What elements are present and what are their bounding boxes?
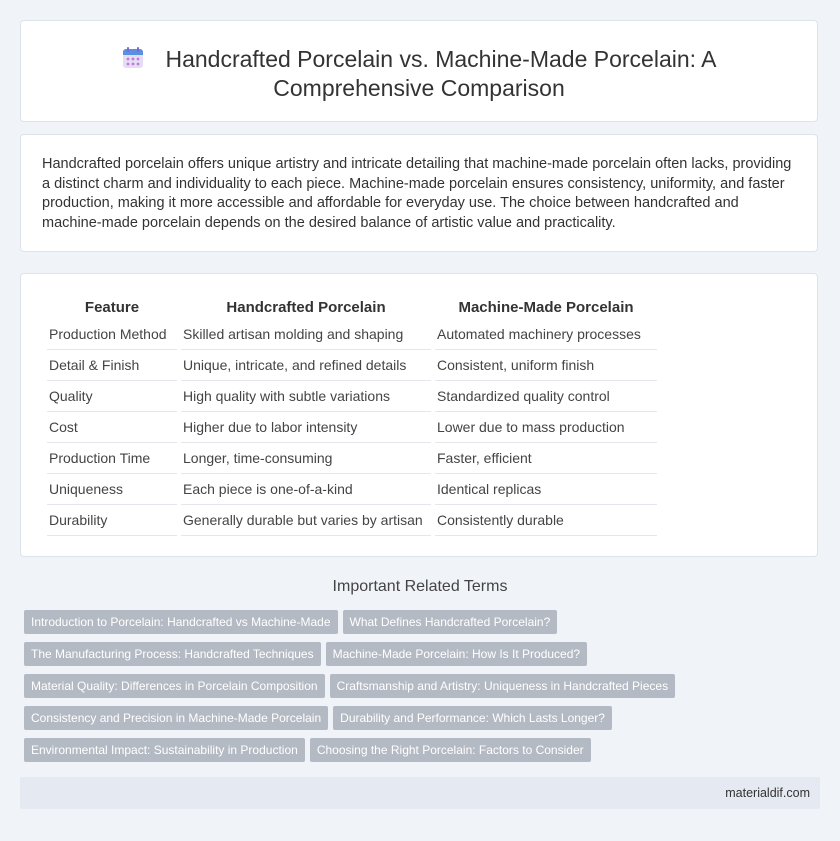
- related-term-tag[interactable]: Consistency and Precision in Machine-Made Porcelain: [24, 706, 328, 730]
- tag-row: [24, 706, 624, 738]
- header-handcrafted: Handcrafted Porcelain: [226, 299, 386, 316]
- related-term-tag[interactable]: Introduction to Porcelain: Handcrafted vs Machine-Made: [24, 610, 338, 634]
- handcrafted-cell: Longer, time-consuming: [181, 443, 431, 474]
- related-term-tag[interactable]: Machine-Made Porcelain: How Is It Produced?: [326, 642, 587, 666]
- related-term-tag[interactable]: Durability and Performance: Which Lasts Longer?: [333, 706, 612, 730]
- intro-paragraph: Handcrafted porcelain offers unique artistry and intricate detailing that machine-made porcelain often lacks, providing a distinct charm and individuality to each piece. Machine-made porcelain ensures consistency, uniformity, and faster production, making it more accessible and affordable for everyday use. The choice between handcrafted and machine-made porcelain depends on the desired balance of artistic value and practicality.: [42, 156, 792, 231]
- feature-cell: Uniqueness: [47, 474, 177, 505]
- comparison-card: [20, 273, 818, 557]
- feature-cell: Detail & Finish: [47, 350, 177, 381]
- tag-row: [24, 610, 624, 642]
- related-term-tag[interactable]: Material Quality: Differences in Porcelain Composition: [24, 674, 325, 698]
- related-term-tag[interactable]: Choosing the Right Porcelain: Factors to Consider: [310, 738, 591, 762]
- table-row: [47, 443, 657, 474]
- tag-row: [24, 738, 624, 770]
- table-row: [47, 505, 657, 536]
- machine-made-cell: Identical replicas: [435, 474, 657, 505]
- feature-cell: Production Time: [47, 443, 177, 474]
- machine-made-cell: Consistently durable: [435, 505, 657, 536]
- table-row: [47, 350, 657, 381]
- tag-row: [24, 674, 669, 706]
- header-machine-made: Machine-Made Porcelain: [458, 299, 634, 316]
- machine-made-cell: Automated machinery processes: [435, 319, 657, 350]
- related-term-tag[interactable]: Craftsmanship and Artistry: Uniqueness in Handcrafted Pieces: [330, 674, 676, 698]
- table-row: [47, 381, 657, 412]
- related-terms-list: [24, 610, 669, 770]
- handcrafted-cell: High quality with subtle variations: [181, 381, 431, 412]
- handcrafted-cell: Generally durable but varies by artisan: [181, 505, 431, 536]
- machine-made-cell: Lower due to mass production: [435, 412, 657, 443]
- feature-cell: Durability: [47, 505, 177, 536]
- intro-card: [20, 134, 818, 252]
- site-name[interactable]: materialdif.com: [725, 786, 810, 800]
- handcrafted-cell: Higher due to labor intensity: [181, 412, 431, 443]
- footer: [20, 777, 820, 809]
- feature-cell: Production Method: [47, 319, 177, 350]
- feature-cell: Cost: [47, 412, 177, 443]
- related-terms-heading: Important Related Terms: [332, 578, 508, 595]
- title-card: [20, 20, 818, 122]
- table-row: [47, 474, 657, 505]
- machine-made-cell: Consistent, uniform finish: [435, 350, 657, 381]
- related-term-tag[interactable]: Environmental Impact: Sustainability in Production: [24, 738, 305, 762]
- handcrafted-cell: Each piece is one-of-a-kind: [181, 474, 431, 505]
- related-term-tag[interactable]: What Defines Handcrafted Porcelain?: [343, 610, 558, 634]
- feature-cell: Quality: [47, 381, 177, 412]
- calendar-icon: [121, 46, 145, 70]
- handcrafted-cell: Unique, intricate, and refined details: [181, 350, 431, 381]
- handcrafted-cell: Skilled artisan molding and shaping: [181, 319, 431, 350]
- comparison-table: [43, 294, 661, 536]
- title-line-2: Comprehensive Comparison: [273, 75, 565, 101]
- table-row: [47, 412, 657, 443]
- machine-made-cell: Standardized quality control: [435, 381, 657, 412]
- machine-made-cell: Faster, efficient: [435, 443, 657, 474]
- title-line-1: Handcrafted Porcelain vs. Machine-Made Porcelain: A: [165, 46, 717, 72]
- table-header-row: [47, 294, 657, 319]
- table-row: [47, 319, 657, 350]
- tag-row: [24, 642, 624, 674]
- page-title: [21, 45, 817, 103]
- related-term-tag[interactable]: The Manufacturing Process: Handcrafted Techniques: [24, 642, 321, 666]
- header-feature: Feature: [84, 299, 140, 316]
